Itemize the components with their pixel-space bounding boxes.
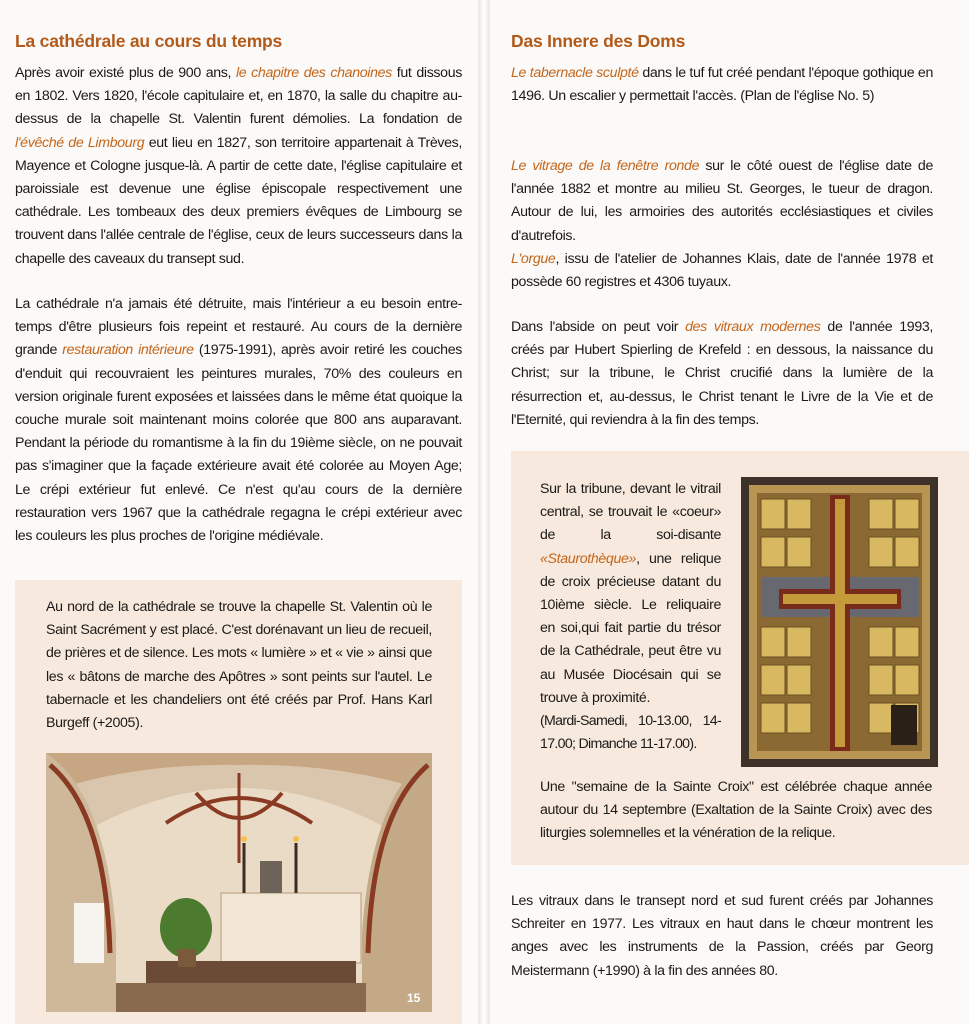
right-paragraph-1 <box>511 62 933 108</box>
text-span: Dans l'abside on peut voir <box>511 319 686 335</box>
left-heading: La cathédrale au cours du temps <box>15 31 283 51</box>
text-span: , issu de l'atelier de Johannes Klais, date de l'année 1978 et possède 60 registres et 4306 tuyaux. <box>511 250 933 291</box>
text-span: fut dissous en 1802. Vers 1820, l'école capitulaire et, en 1870, la salle du chapitre au-dessus de la chapelle St. Valentin furent démolies. La fondation de <box>15 65 463 128</box>
reliquary-photo <box>741 477 938 767</box>
right-paragraph-4: Les vitraux dans le transept nord et sud furent créés par Johannes Schreiter en 1977. Les vitraux en haut dans le chœur montrent les anges avec les instruments de la Passion, créés par Georg Meistermann (+1990) à la fin des années 80. <box>511 893 933 979</box>
text-span: La cathédrale n'a jamais été détruite, mais l'intérieur a eu besoin entre-temps d'être plusieurs fois repeint et restauré. Au cours de la dernière grande <box>15 296 462 359</box>
page-number: 15 <box>407 991 421 1005</box>
text-span: (1975-1991), après avoir retiré les couches d'enduit qui recouvraient les peintures murales, 70% des couleurs en version originale furent exposées et laissées dans le même état quoique la couche murale soit maintenant moins colorée que 800 ans auparavant. Pendant la période du romantisme à la fin du 19ième siècle, on ne pouvait pas s'imaginer que la façade extérieure avait été colorée au Moyen Age; Le crépi extérieur fut enlevé. Ce n'est qu'au cours de la dernière restauration vers 1967 que la cathédrale regagna le crépi extérieur avec les couleurs les plus proches de l'origine médiévale. <box>15 342 462 545</box>
highlight-vitraux: des vitraux modernes <box>685 319 821 335</box>
text-span: Sur la tribune, devant le vitrail central, se trouvait le «coeur» de la soi-disante <box>540 481 721 544</box>
chapel-photo <box>46 753 432 1012</box>
right-heading: Das Innere des Doms <box>511 31 686 51</box>
text-span: dans le tuf fut créé pendant l'époque gothique en 1496. Un escalier y permettait l'accès. (Plan de l'église No. 5) <box>511 65 933 105</box>
highlight-orgue: L'orgue <box>511 250 556 267</box>
left-paragraph-2 <box>15 293 462 548</box>
text-span: , une relique de croix précieuse datant du 10ième siècle. Le reliquaire en soi,qui fait partie du trésor de la Cathédrale, peut être vu au Musée Diocésain qui se trouve à proximité. <box>540 550 721 706</box>
text-span: Après avoir existé plus de 900 ans, <box>15 65 236 81</box>
staurotheque-text <box>540 478 721 756</box>
right-paragraph-2 <box>511 155 933 294</box>
museum-hours: (Mardi-Samedi, 10-13.00, 14-17.00; Dimanche 11-17.00). <box>540 713 721 753</box>
highlight-vitrage: Le vitrage de la fenêtre ronde <box>511 158 700 174</box>
text-span: sur le côté ouest de l'église date de l'année 1882 et montre au milieu St. Georges, le tueur de dragon. Autour de lui, les armoiries des autorités ecclésiastiques et civiles d'autrefois. <box>511 158 933 244</box>
highlight-restauration: restauration intérieure <box>62 342 194 359</box>
highlight-staurotheque: «Staurothèque» <box>540 550 637 567</box>
right-paragraph-3 <box>511 316 933 432</box>
sainte-croix-text: Une "semaine de la Sainte Croix" est célébrée chaque année autour du 14 septembre (Exaltation de la Sainte Croix) avec des liturgies solemnelles et la vénération de la relique. <box>540 779 932 842</box>
left-paragraph-1 <box>15 62 462 271</box>
chapel-box-text: Au nord de la cathédrale se trouve la chapelle St. Valentin où le Saint Sacrément y est placé. C'est dorénavant un lieu de recueil, de prières et de silence. Les mots « lumière » et « vie » ainsi que les « bâtons de marche des Apôtres » sont peints sur l'autel. Le tabernacle et les chandeliers ont été créés par Prof. Hans Karl Burgeff (+2005). <box>46 599 432 732</box>
text-span: de l'année 1993, créés par Hubert Spierling de Krefeld : en dessous, la naissance du Christ; sur la tribune, le Christ crucifié dans la lumière de la résurrection et, au-dessus, le Christ tenant le Livre de la Vie et de l'Eternité, qui reviendra à la fin des temps. <box>511 319 933 428</box>
highlight-tabernacle: Le tabernacle sculpté <box>511 65 639 81</box>
page-gutter <box>478 0 490 1024</box>
text-span: eut lieu en 1827, son territoire appartenait à Trèves, Mayence et Cologne jusque-là. A partir de cette date, l'église capitulaire et paroissiale est devenue une église épiscopale respectivement une cathédrale. Les tombeaux des deux premiers évêques de Limbourg se trouvent dans l'allée centrale de l'église, ceux de leurs successeurs dans la chapelle des caveaux du transept sud. <box>15 134 462 267</box>
highlight-chapitre: le chapitre des chanoines <box>235 65 392 81</box>
highlight-eveche: l'évêché de Limbourg <box>15 134 145 151</box>
